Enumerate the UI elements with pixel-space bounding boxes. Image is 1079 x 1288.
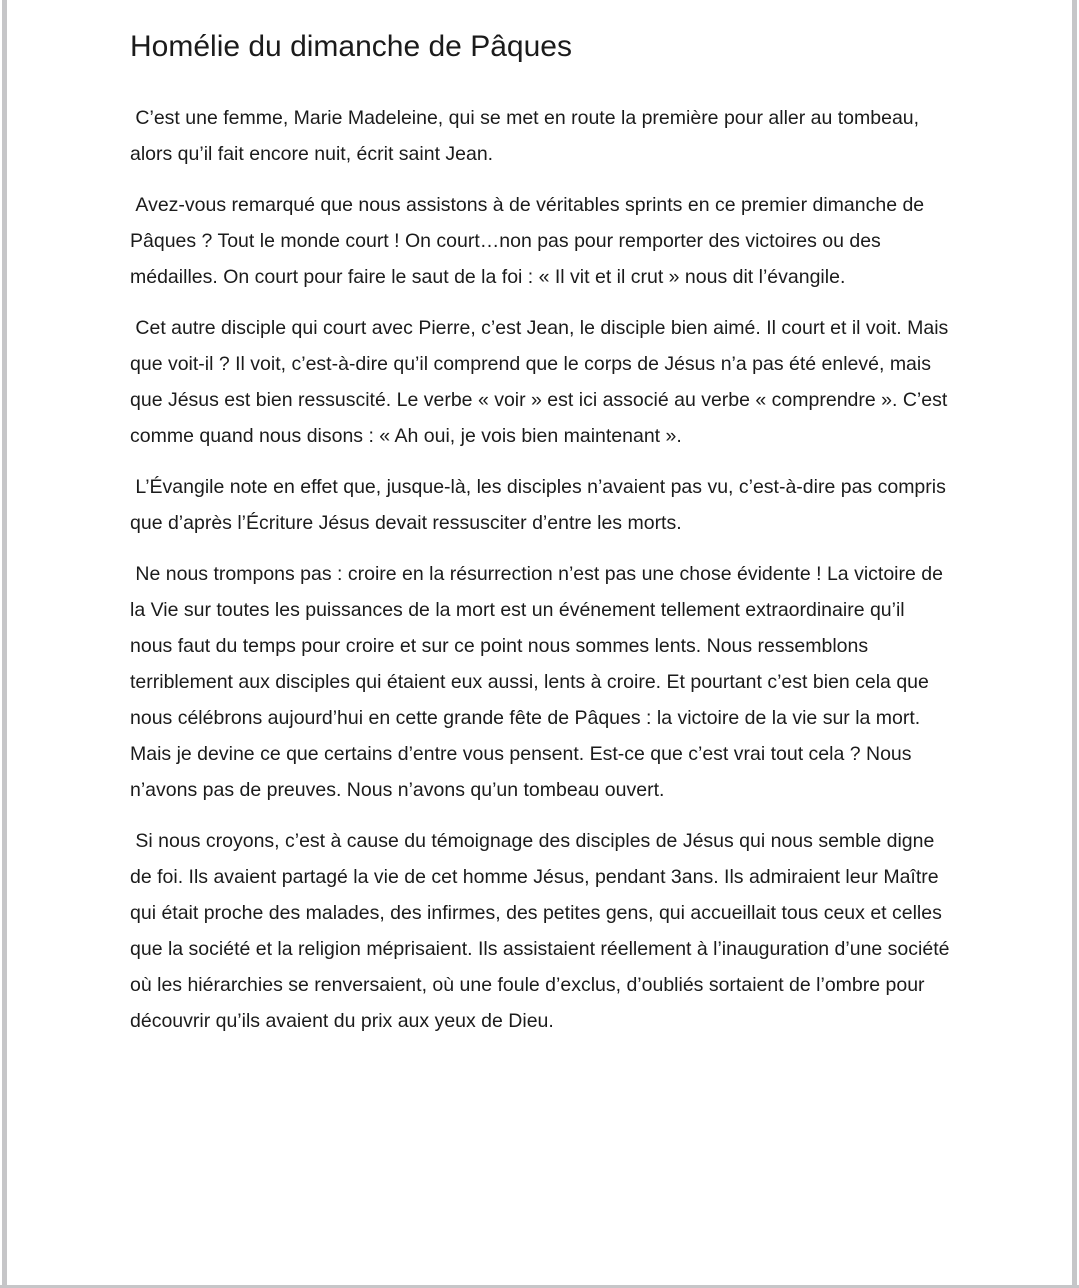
paragraph-3: Cet autre disciple qui court avec Pierre, c’est Jean, le disciple bien aimé. Il court et il voit. Mais que voit-il ? Il voit, c’est-à-dire qu’il comprend que le corps de Jésus n’a pas été enlevé, mais que Jésus est bien ressuscité. Le verbe « voir » est ici associé au verbe « comprendre ». C’est comme quand nous disons : « Ah oui, je vois bien maintenant ». — [130, 317, 954, 447]
page-edge-left — [2, 0, 7, 1288]
document-title: Homélie du dimanche de Pâques — [130, 30, 572, 63]
paragraph-2: Avez-vous remarqué que nous assistons à de véritables sprints en ce premier dimanche de Pâques ? Tout le monde court ! On court…non pas pour remporter des victoires ou des médailles. On court pour faire le saut de la foi : « Il vit et il crut » nous dit l’évangile. — [130, 194, 930, 288]
paragraph-4: L’Évangile note en effet que, jusque-là, les disciples n’avaient pas vu, c’est-à-dire pas compris que d’après l’Écriture Jésus devait ressusciter d’entre les morts. — [130, 476, 952, 534]
paragraph-1: C’est une femme, Marie Madeleine, qui se met en route la première pour aller au tombeau, alors qu’il fait encore nuit, écrit saint Jean. — [130, 107, 925, 165]
page-edge-right — [1072, 0, 1077, 1288]
paragraph-6: Si nous croyons, c’est à cause du témoignage des disciples de Jésus qui nous semble digne de foi. Ils avaient partagé la vie de cet homme Jésus, pendant 3ans. Ils admiraient leur Maître qui était proche des malades, des infirmes, des petites gens, qui accueillait tous ceux et celles que la société et la religion méprisaient. Ils assistaient réellement à l’inauguration d’une société où les hiérarchies se renversaient, où une foule d’exclus, d’oubliés sortaient de l’ombre pour découvrir qu’ils avaient du prix aux yeux de Dieu. — [130, 830, 955, 1032]
document-content — [130, 27, 955, 1054]
paragraph-5: Ne nous trompons pas : croire en la résurrection n’est pas une chose évidente ! La victoire de la Vie sur toutes les puissances de la mort est un événement tellement extraordinaire qu’il nous faut du temps pour croire et sur ce point nous sommes lents. Nous ressemblons terriblement aux disciples qui étaient eux aussi, lents à croire. Et pourtant c’est bien cela que nous célébrons aujourd’hui en cette grande fête de Pâques : la victoire de la vie sur la mort. Mais je devine ce que certains d’entre vous pensent. Est-ce que c’est vrai tout cela ? Nous n’avons pas de preuves. Nous n’avons qu’un tombeau ouvert. — [130, 563, 949, 801]
